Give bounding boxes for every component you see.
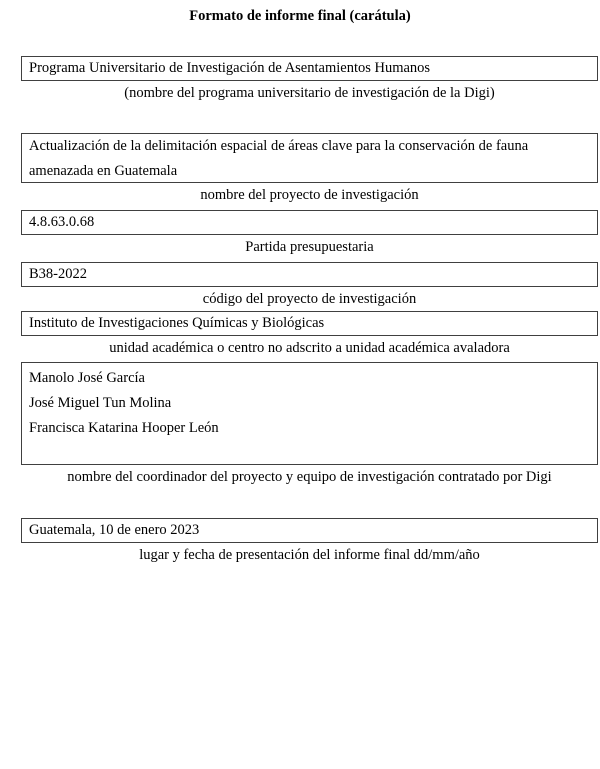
project-code-caption: código del proyecto de investigación xyxy=(202,291,417,307)
page-title: Formato de informe final (carátula) xyxy=(189,8,411,24)
project-code-value: B38-2022 xyxy=(29,266,87,282)
academic-unit-value: Instituto de Investigaciones Químicas y Biológicas xyxy=(29,315,325,331)
academic-unit-field[interactable] xyxy=(21,311,598,336)
team-member-name: José Miguel Tun Molina xyxy=(29,395,172,411)
budget-line-caption: Partida presupuestaria xyxy=(245,239,374,255)
project-name-caption: nombre del proyecto de investigación xyxy=(200,187,419,203)
academic-unit-caption: unidad académica o centro no adscrito a unidad académica avaladora xyxy=(109,340,510,356)
team-member-name: Francisca Katarina Hooper León xyxy=(29,420,219,436)
place-date-caption: lugar y fecha de presentación del informe final dd/mm/año xyxy=(139,547,480,563)
budget-line-value: 4.8.63.0.68 xyxy=(29,214,95,230)
program-name-value: Programa Universitario de Investigación de Asentamientos Humanos xyxy=(29,60,431,76)
budget-line-field[interactable] xyxy=(21,210,598,235)
team-member-name: Manolo José García xyxy=(29,370,145,386)
research-team-caption: nombre del coordinador del proyecto y equipo de investigación contratado por Digi xyxy=(67,469,552,485)
project-name-field[interactable] xyxy=(21,133,598,183)
place-date-value: Guatemala, 10 de enero 2023 xyxy=(29,522,200,538)
program-name-caption: (nombre del programa universitario de investigación de la Digi) xyxy=(124,85,495,101)
project-name-value: Actualización de la delimitación espacial de áreas clave para la conservación de fauna amenazada en Guatemala xyxy=(29,138,529,179)
project-code-field[interactable] xyxy=(21,262,598,287)
place-date-field[interactable] xyxy=(21,518,598,543)
program-name-field[interactable] xyxy=(21,56,598,81)
research-team-field[interactable] xyxy=(21,362,598,465)
